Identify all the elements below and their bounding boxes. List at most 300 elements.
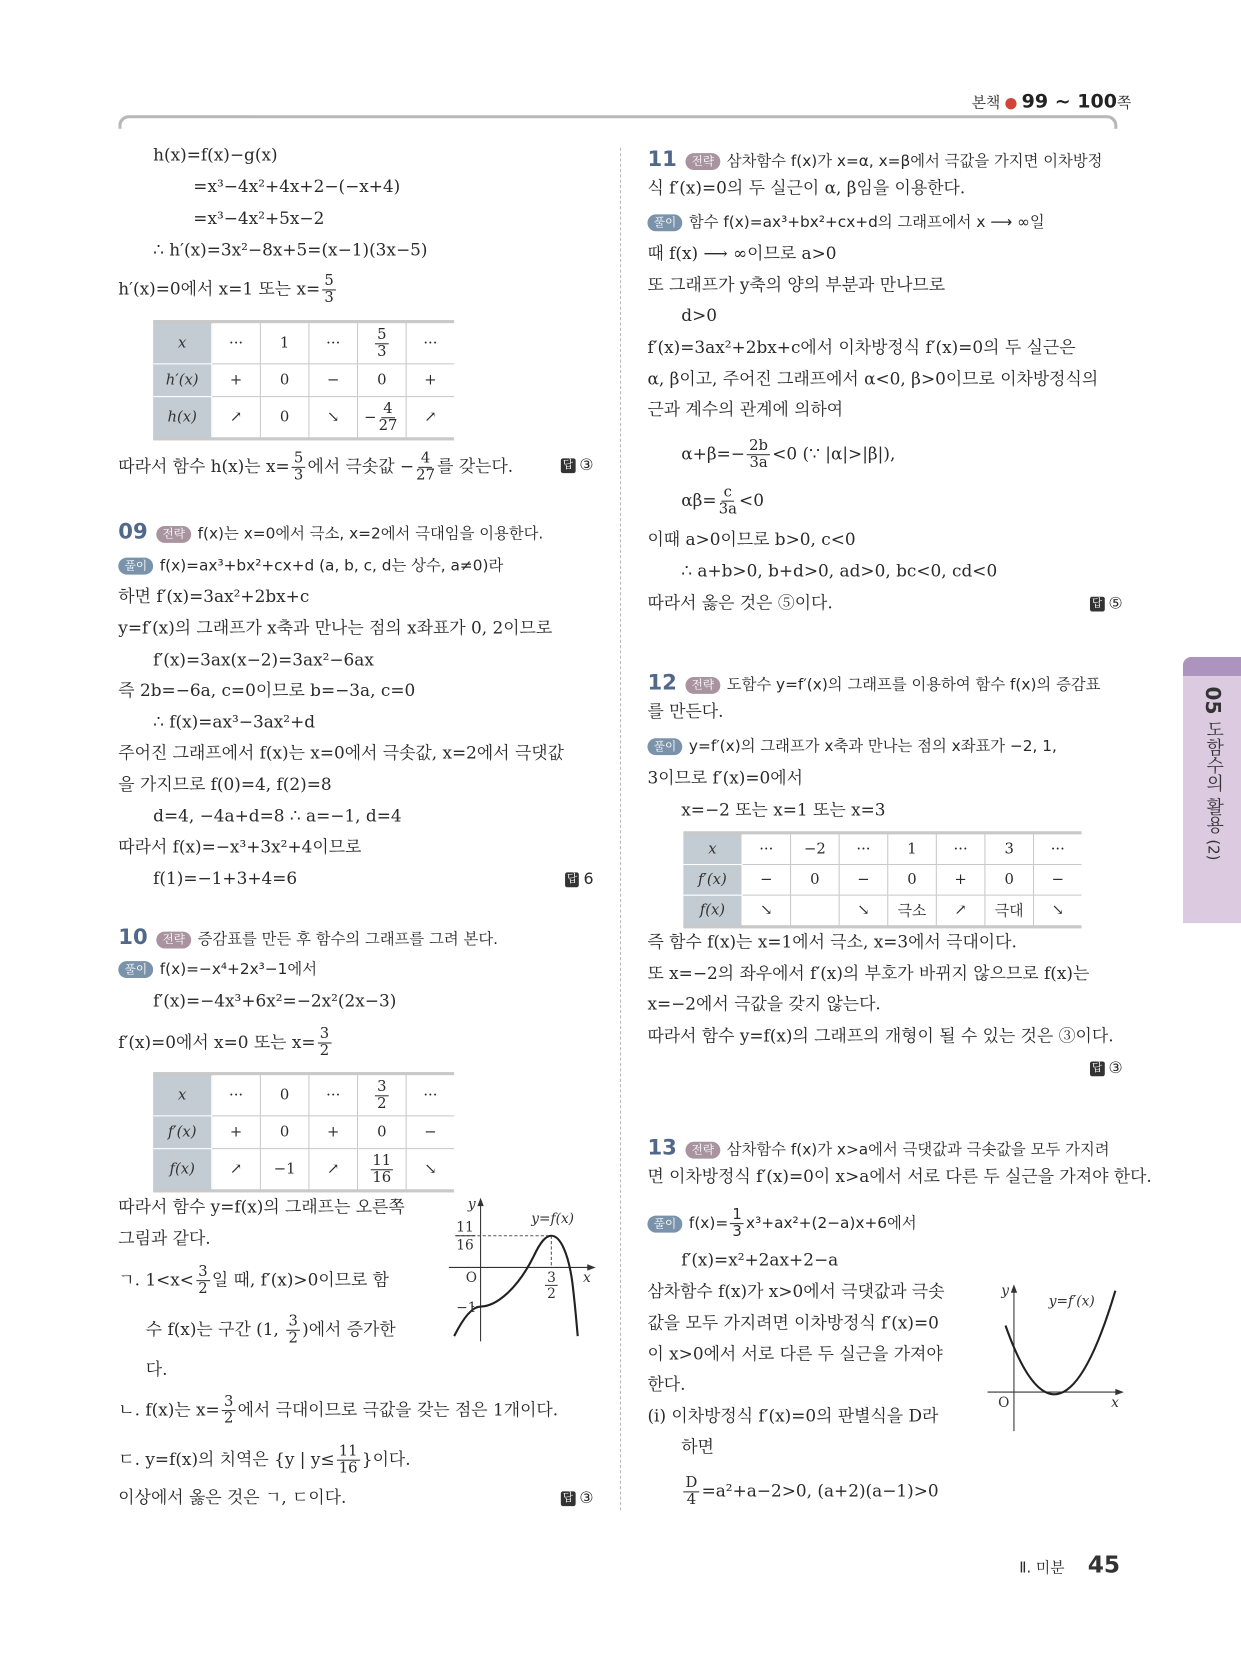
text-line: [118, 615, 593, 642]
table-cell: [260, 1149, 309, 1191]
text-run: 한다.: [647, 1374, 686, 1395]
text-run: 식 f′(x)=0의 두 실근이 α, β임을 이용한다.: [647, 177, 966, 198]
table-row: [153, 397, 454, 439]
text-run: αβ=: [681, 490, 717, 511]
text-run: 값을 모두 가지려면 이차방정식 f′(x)=0: [647, 1312, 939, 1333]
table-cell: [406, 1116, 454, 1149]
table-cell: [791, 833, 840, 865]
page-range: 99 ~ 100: [1021, 90, 1117, 114]
text-run: ···: [759, 840, 774, 858]
chapter-number: 05: [1200, 686, 1225, 715]
text-run: ···: [326, 1086, 341, 1104]
text-run: d>0: [681, 305, 717, 326]
text-run: +: [954, 871, 967, 889]
table-cell: [839, 833, 888, 865]
text-run: 증감표를 만든 후 함수의 그래프를 그려 본다.: [197, 931, 498, 949]
text-run: f(x): [169, 1160, 195, 1178]
numerator: D: [683, 1476, 699, 1493]
numerator: 11: [337, 1444, 360, 1461]
text-line: [118, 677, 593, 704]
table-cell: [212, 322, 261, 364]
text-run: f′(x): [698, 871, 727, 889]
text-run: 따라서 함수 y=f(x)의 그래프의 개형이 될 수 있는 것은 ③이다.: [647, 1025, 1114, 1046]
text-run: 때 f(x) ⟶ ∞이므로 a>0: [647, 242, 837, 263]
row-header: [683, 833, 742, 865]
text-run: 근과 계수의 관계에 의하여: [647, 399, 844, 420]
table-cell: [1033, 833, 1081, 865]
text-run: ↗: [229, 408, 243, 426]
fraction: [747, 438, 770, 471]
fraction: [286, 1314, 300, 1347]
chapter-tab-text: [1200, 687, 1226, 861]
text-run: h′(x)=0에서 x=1 또는 x=: [118, 278, 321, 299]
denominator: 2: [377, 1094, 387, 1112]
text-run: x: [708, 840, 717, 858]
table-cell: [309, 1149, 358, 1191]
text-line: [146, 1356, 594, 1383]
denominator: 3: [293, 466, 304, 484]
graph-problem-13: [982, 1278, 1130, 1436]
chapter-tab[interactable]: [1183, 657, 1241, 923]
numerator: c: [722, 485, 735, 502]
denominator: 3: [732, 1223, 742, 1240]
text-run: f′(x)=0에서 x=0 또는 x=: [118, 1031, 316, 1052]
page-footer: [1019, 1553, 1120, 1579]
table-row: [153, 1149, 454, 1191]
graph-problem-10: [444, 1191, 602, 1349]
table-cell: [936, 833, 985, 865]
strategy-badge: 전략: [685, 153, 720, 170]
text-line: [681, 302, 1122, 329]
row-header: [683, 895, 742, 927]
text-run: =x³−4x²+5x−2: [193, 208, 325, 229]
fraction: [370, 1153, 393, 1186]
text-run: f′(x)=3ax²+2bx+c에서 이차방정식 f′(x)=0의 두 실근은: [647, 336, 1076, 357]
table-cell: [358, 322, 407, 364]
fraction: [322, 274, 336, 307]
text-run: ↘: [327, 408, 340, 426]
text-line: [153, 988, 593, 1015]
text-run: h′(x): [165, 371, 199, 389]
text-run: )에서 증가한: [302, 1319, 396, 1340]
text-run: ···: [326, 334, 341, 352]
text-run: ㄴ. f(x)는 x=: [118, 1399, 220, 1420]
table-cell: [839, 864, 888, 895]
numerator: 4: [419, 451, 433, 468]
text-run: ···: [856, 840, 871, 858]
solution-badge: 풀이: [647, 738, 682, 755]
table-cell: [1033, 895, 1081, 927]
answer-mark: [561, 451, 594, 478]
fraction: [416, 451, 435, 484]
text-run: 따라서 함수 y=f(x)의 그래프는 오른쪽: [118, 1196, 405, 1217]
text-run: x: [178, 334, 187, 352]
denominator: 16: [338, 1459, 358, 1477]
text-run: ∴ h′(x)=3x²−8x+5=(x−1)(3x−5): [153, 239, 428, 260]
table-cell: [309, 1116, 358, 1149]
text-run: f(x)=ax³+bx²+cx+d (a, b, c, d는 상수, a≠0)라: [159, 557, 504, 575]
text-run: 주어진 그래프에서 f(x)는 x=0에서 극솟값, x=2에서 극댓값: [118, 742, 564, 763]
fraction: [730, 1207, 744, 1240]
strategy-badge: 전략: [685, 1142, 720, 1159]
text-line: [647, 1163, 1152, 1190]
table-cell: [791, 864, 840, 895]
text-run: ↘: [857, 901, 870, 919]
problem-number: 09: [118, 518, 148, 544]
fraction: [375, 1079, 389, 1112]
answer-icon: 답: [561, 1491, 575, 1506]
text-run: −1: [273, 1160, 296, 1178]
denominator: 2: [319, 1042, 330, 1060]
row-header: [153, 1074, 212, 1116]
answer-value: ⑤: [1108, 593, 1123, 613]
table-cell: [260, 397, 309, 439]
numerator: 3: [222, 1394, 236, 1411]
numerator: 11: [370, 1153, 393, 1170]
text-line: [647, 396, 1122, 423]
text-line: [118, 1442, 593, 1477]
text-run: ···: [423, 334, 438, 352]
fraction: [337, 1444, 360, 1477]
text-run: ㄷ. y=f(x)의 치역은 {y | y≤: [118, 1449, 335, 1470]
text-run: 0: [279, 408, 290, 426]
solution-badge: 풀이: [118, 558, 153, 575]
text-run: 이 x>0에서 서로 다른 두 실근을 가져야: [647, 1343, 943, 1364]
row-header: [153, 322, 212, 364]
row-header: [153, 1149, 212, 1191]
text-run: +: [229, 1123, 243, 1141]
text-run: f(x)=−x⁴+2x³−1에서: [159, 961, 317, 979]
chapter-sub: (2): [1204, 839, 1221, 861]
text-run: −: [760, 871, 773, 889]
table-cell: [742, 864, 791, 895]
text-line: [647, 960, 1122, 987]
max-value-den: 16: [456, 1237, 474, 1254]
text-run: ↘: [1051, 901, 1064, 919]
text-run: f′(x)=x²+2ax+2−a: [681, 1249, 839, 1270]
text-run: 따라서 옳은 것은 ⑤이다.: [647, 592, 833, 613]
table-cell: [358, 1116, 407, 1149]
text-run: −: [424, 1123, 437, 1141]
text-line: [118, 1025, 593, 1060]
text-run: 하면: [681, 1436, 714, 1457]
text-run: 삼차함수 f(x)가 x=α, x=β에서 극값을 가지면 이차방정: [726, 153, 1103, 171]
table-cell: [260, 1074, 309, 1116]
numerator: 5: [375, 327, 389, 344]
text-run: +: [229, 371, 243, 389]
denominator: 3: [324, 289, 334, 307]
text-run: +: [424, 371, 437, 389]
text-run: 일 때, f′(x)>0이므로 함: [211, 1269, 390, 1290]
strategy-badge: 전략: [156, 526, 191, 543]
answer-icon: 답: [1090, 596, 1104, 611]
table-row: [153, 1116, 454, 1149]
answer-value: ③: [579, 1488, 594, 1508]
table-cell: [888, 895, 937, 927]
table-row: [153, 364, 454, 397]
text-line: [118, 583, 593, 610]
table-row: [683, 864, 1081, 895]
text-run: 3이므로 f′(x)=0에서: [647, 767, 803, 788]
text-run: x: [178, 1086, 187, 1104]
text-run: 에서 극대이므로 극값을 갖는 점은 1개이다.: [237, 1399, 559, 1420]
text-run: 0: [377, 371, 387, 389]
x-max-den: 2: [547, 1286, 556, 1303]
text-line: [153, 237, 593, 264]
table-cell: [742, 833, 791, 865]
table-cell: [791, 895, 840, 927]
text-run: x=−2에서 극값을 갖지 않는다.: [647, 993, 881, 1014]
fraction: [375, 327, 389, 360]
problem-number: 13: [647, 1134, 677, 1160]
chapter-title: 도함수의 활용: [1201, 720, 1224, 834]
text-line: [647, 526, 1122, 553]
y-arrow-icon: [477, 1198, 483, 1206]
numerator: 5: [292, 451, 306, 468]
table-cell: [260, 364, 309, 397]
text-run: 다.: [145, 1359, 168, 1380]
text-run: ↗: [954, 901, 967, 919]
strategy-badge: 전략: [685, 677, 720, 694]
denominator: 27: [378, 416, 398, 434]
text-run: −: [857, 871, 870, 889]
text-line: [647, 698, 1122, 725]
table-cell: [212, 1149, 261, 1191]
section-label: Ⅱ. 미분: [1019, 1560, 1065, 1577]
numerator: 3: [318, 1027, 332, 1044]
text-line: [153, 646, 593, 673]
variation-table: [683, 831, 1081, 928]
text-line: [647, 365, 1122, 392]
fraction: [292, 451, 306, 484]
header-rule: [118, 115, 1117, 129]
text-line: [153, 142, 593, 169]
text-run: y=f′(x)의 그래프가 x축과 만나는 점의 x좌표가 0, 2이므로: [118, 617, 553, 638]
text-run: 그림과 같다.: [118, 1228, 211, 1249]
text-run: 1: [279, 334, 290, 352]
solution-badge: 풀이: [647, 1215, 682, 1232]
text-run: 또 그래프가 y축의 양의 부분과 만나므로: [647, 274, 946, 295]
table-cell: [1033, 864, 1081, 895]
chapter-tab-cap: [1183, 657, 1241, 676]
text-run: ↘: [424, 1160, 437, 1178]
text-run: <0 (∵ |α|>|β|),: [772, 443, 896, 464]
table-cell: [406, 1149, 454, 1191]
text-line: [153, 803, 593, 830]
text-run: 를 갖는다.: [437, 456, 514, 477]
table-cell: [985, 833, 1034, 865]
table-cell: [358, 364, 407, 397]
column-divider: [620, 148, 621, 1510]
text-run: ···: [423, 1086, 438, 1104]
text-run: f′(x)=3ax(x−2)=3ax²−6ax: [153, 649, 374, 670]
text-line: [118, 956, 593, 983]
text-line: [647, 1206, 1122, 1240]
text-run: y=f′(x)의 그래프가 x축과 만나는 점의 x좌표가 −2, 1,: [688, 738, 1057, 756]
origin-label: O: [998, 1394, 1010, 1411]
text-run: 하면 f′(x)=3ax²+2bx+c: [118, 586, 310, 607]
denominator: 3: [377, 342, 387, 360]
denominator: 3a: [749, 454, 768, 472]
text-line: [647, 928, 1122, 955]
text-line: [647, 991, 1122, 1018]
numerator: 5: [322, 274, 336, 291]
problem-number: 10: [118, 924, 148, 950]
text-line: [118, 771, 593, 798]
text-run: 에서 극솟값 −: [307, 456, 415, 477]
text-line: [118, 552, 593, 579]
y-axis-label: y: [467, 1196, 476, 1213]
numerator: 2b: [747, 438, 770, 455]
row-header: [153, 1116, 212, 1149]
solution-badge: 풀이: [118, 961, 153, 978]
bullet-icon: ●: [1004, 95, 1018, 112]
table-cell: [742, 895, 791, 927]
text-line: [681, 796, 1122, 823]
text-line: [118, 518, 593, 545]
text-run: +: [327, 1123, 340, 1141]
table-cell: [406, 364, 454, 397]
y-axis-label: y: [1001, 1282, 1010, 1299]
x-axis-label: x: [1111, 1394, 1119, 1411]
text-run: 0: [279, 1123, 290, 1141]
text-run: f(x)는 x=0에서 극소, x=2에서 극대임을 이용한다.: [197, 525, 544, 543]
table-row: [683, 833, 1081, 865]
text-run: −2: [803, 840, 826, 858]
text-run: ↗: [327, 1160, 340, 1178]
row-header: [683, 864, 742, 895]
text-run: 면 이차방정식 f′(x)=0이 x>a에서 서로 다른 두 실근을 가져야 한다.: [647, 1166, 1152, 1187]
text-line: [647, 765, 1122, 792]
text-line: [647, 209, 1122, 236]
text-line: [118, 449, 594, 484]
text-line: [118, 272, 593, 307]
table-cell: [212, 1116, 261, 1149]
text-line: [647, 271, 1122, 298]
text-run: −: [327, 371, 340, 389]
answer-value: ③: [579, 455, 594, 475]
text-line: [118, 1484, 593, 1511]
curve-label: y=f(x): [531, 1211, 575, 1228]
text-run: f′(x)=−4x³+6x²=−2x²(2x−3): [153, 990, 397, 1011]
text-run: 0: [279, 1086, 290, 1104]
numerator: 3: [375, 1079, 389, 1096]
table-cell: [985, 895, 1034, 927]
text-run: }이다.: [361, 1449, 411, 1470]
table-cell: [309, 1074, 358, 1116]
table-cell: [406, 322, 454, 364]
text-run: 또 x=−2의 좌우에서 f′(x)의 부호가 바뀌지 않으므로 f(x)는: [647, 963, 1090, 984]
table-cell: [260, 1116, 309, 1149]
text-run: ↗: [424, 408, 437, 426]
strategy-badge: 전략: [156, 932, 191, 949]
text-run: <0: [739, 490, 764, 511]
text-run: 3: [1004, 840, 1014, 858]
table-cell: [260, 322, 309, 364]
text-run: 도함수 y=f′(x)의 그래프를 이용하여 함수 f(x)의 증감표: [726, 677, 1101, 694]
answer-value: 6: [583, 869, 594, 889]
answer-mark: [565, 865, 594, 892]
text-line: [681, 558, 1122, 585]
origin-label: O: [465, 1270, 478, 1287]
denominator: 2: [223, 1410, 234, 1427]
text-run: d=4, −4a+d=8 ∴ a=−1, d=4: [153, 805, 402, 826]
text-run: (i) 이차방정식 f′(x)=0의 판별식을 D라: [647, 1405, 939, 1426]
text-run: ∴ a+b>0, b+d>0, ad>0, bc<0, cd<0: [681, 560, 998, 581]
text-line: [681, 1433, 1122, 1460]
text-line: [647, 174, 1122, 201]
denominator: 4: [686, 1491, 697, 1509]
text-line: [647, 733, 1122, 760]
text-run: 0: [810, 871, 820, 889]
text-run: 즉 함수 f(x)는 x=1에서 극소, x=3에서 극대이다.: [647, 931, 1017, 952]
table-cell: [358, 1149, 407, 1191]
table-cell: [839, 895, 888, 927]
text-line: [193, 205, 593, 232]
text-line: [681, 483, 1122, 518]
table-cell: [406, 397, 454, 439]
text-run: 이때 a>0이므로 b>0, c<0: [647, 529, 856, 550]
text-run: 극대: [994, 903, 1024, 920]
text-run: 따라서 함수 h(x)는 x=: [118, 456, 290, 477]
table-cell: [985, 864, 1034, 895]
text-run: 0: [1004, 871, 1014, 889]
row-header: [153, 397, 212, 439]
text-line: [153, 709, 593, 736]
table-row: [683, 895, 1081, 927]
numerator: 3: [286, 1314, 300, 1331]
text-run: ···: [228, 334, 244, 352]
text-line: [153, 865, 593, 892]
text-run: α, β이고, 주어진 그래프에서 α<0, β>0이므로 이차방정식의: [647, 368, 1099, 389]
fraction: [379, 401, 398, 434]
max-value-num: 11: [456, 1219, 474, 1236]
table-cell: [406, 1074, 454, 1116]
denominator: 16: [372, 1168, 392, 1186]
text-run: ㄱ. 1<x<: [118, 1269, 194, 1290]
text-run: ∴ f(x)=ax³−3ax²+d: [153, 711, 316, 732]
numerator: 4: [381, 401, 395, 418]
text-line: [647, 1022, 1122, 1049]
answer-icon: 답: [1090, 1061, 1104, 1076]
table-cell: [888, 833, 937, 865]
table-cell: [212, 364, 261, 397]
text-line: [647, 669, 1122, 696]
table-row: [153, 322, 454, 364]
text-line: [681, 1246, 1122, 1273]
book-label: 본책: [971, 95, 1001, 112]
text-run: 수 f(x)는 구간 (1,: [145, 1319, 285, 1340]
text-run: ···: [953, 840, 968, 858]
page-number: 45: [1087, 1552, 1121, 1580]
denominator: 2: [288, 1329, 298, 1347]
text-run: 극소: [897, 903, 927, 920]
text-run: 0: [377, 1123, 387, 1141]
text-run: ↘: [760, 901, 773, 919]
min-value-label: −1: [456, 1299, 477, 1316]
text-run: −: [364, 408, 377, 426]
text-run: 삼차함수 f(x)가 x>a에서 극댓값과 극솟값을 모두 가지려: [726, 1141, 1110, 1159]
table-cell: [309, 397, 358, 439]
text-line: [118, 833, 593, 860]
text-line: [681, 437, 1122, 472]
text-run: 따라서 f(x)=−x³+3x²+4이므로: [118, 836, 362, 857]
text-run: 0: [279, 371, 290, 389]
numerator: 3: [196, 1264, 210, 1281]
y-arrow-icon: [1011, 1284, 1017, 1292]
text-run: =x³−4x²+4x+2−(−x+4): [193, 176, 401, 197]
x-max-num: 3: [547, 1270, 556, 1287]
